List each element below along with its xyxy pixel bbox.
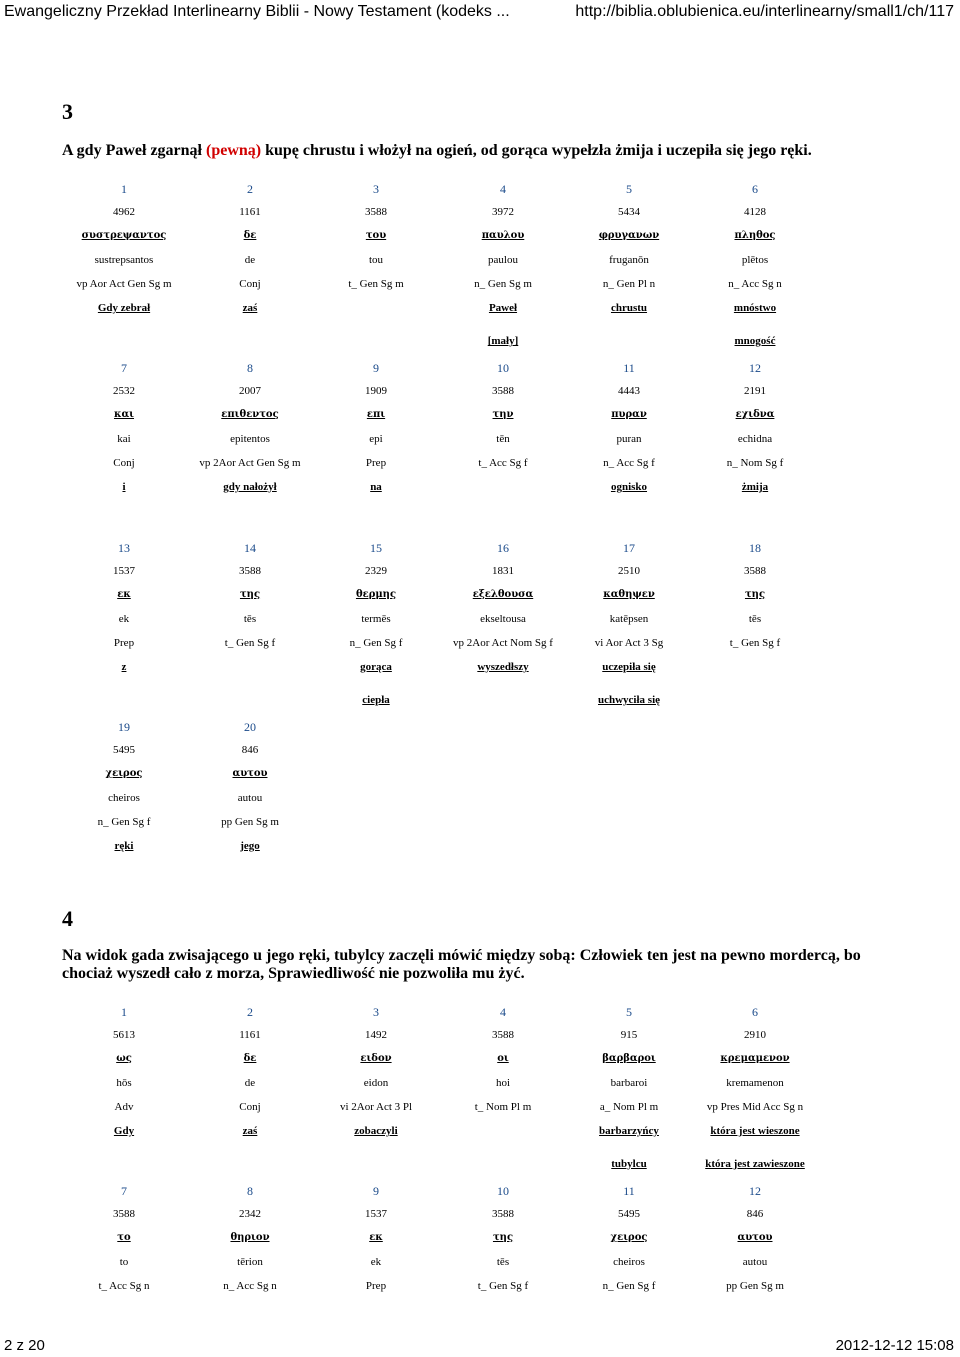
polish-translation[interactable]: żmija bbox=[741, 481, 769, 493]
word-index: 11 bbox=[623, 361, 635, 375]
greek-word[interactable]: παυλου bbox=[481, 230, 525, 241]
transliteration: katēpsen bbox=[609, 613, 649, 625]
transliteration: kai bbox=[117, 433, 131, 445]
strong-number[interactable]: 3588 bbox=[365, 206, 387, 218]
morphology: n_ Gen Sg f bbox=[602, 1280, 656, 1292]
greek-word[interactable]: ειδον bbox=[360, 1053, 392, 1064]
polish-translation[interactable]: zaś bbox=[242, 302, 258, 314]
transliteration: epi bbox=[369, 433, 383, 445]
greek-word[interactable]: της bbox=[492, 1232, 514, 1243]
word-index: 10 bbox=[497, 1184, 509, 1198]
print-header bbox=[0, 0, 960, 24]
verse-text-part: A gdy Paweł zgarnął bbox=[62, 142, 206, 159]
greek-word[interactable]: της bbox=[744, 589, 766, 600]
greek-word[interactable]: θηριον bbox=[230, 1232, 270, 1243]
morphology: pp Gen Sg m bbox=[221, 816, 279, 828]
greek-word[interactable]: χειρος bbox=[105, 768, 143, 779]
word-index: 7 bbox=[121, 1184, 127, 1198]
morphology: t_ Gen Sg f bbox=[477, 1280, 529, 1292]
greek-word[interactable]: συστρεψαντος bbox=[81, 230, 167, 241]
polish-translation[interactable]: jego bbox=[240, 840, 260, 852]
interlinear-row-greek-word bbox=[0, 589, 960, 607]
polish-translation[interactable]: gdy nałożył bbox=[223, 481, 277, 493]
transliteration: echidna bbox=[737, 433, 773, 445]
greek-word[interactable]: κρεμαμενον bbox=[720, 1053, 790, 1064]
strong-number[interactable]: 5495 bbox=[618, 1208, 640, 1220]
strong-number[interactable]: 1161 bbox=[239, 1029, 261, 1041]
polish-translation[interactable]: która jest wieszone bbox=[710, 1125, 800, 1137]
morphology: t_ Gen Sg m bbox=[348, 278, 404, 290]
word-index: 2 bbox=[247, 1005, 253, 1019]
morphology: t_ Acc Sg f bbox=[478, 457, 528, 469]
interlinear-row-strong-number bbox=[0, 744, 960, 762]
polish-translation[interactable]: zaś bbox=[242, 1125, 258, 1137]
word-index: 12 bbox=[749, 1184, 761, 1198]
word-index: 8 bbox=[247, 361, 253, 375]
greek-word[interactable]: εκ bbox=[117, 589, 131, 600]
morphology: Adv bbox=[114, 1101, 134, 1113]
morphology: vp 2Aor Act Gen Sg m bbox=[199, 457, 301, 469]
strong-number[interactable]: 2510 bbox=[618, 565, 640, 577]
transliteration: kremamenon bbox=[726, 1077, 784, 1089]
strong-number[interactable]: 5434 bbox=[618, 206, 640, 218]
interlinear-row-greek-word bbox=[0, 409, 960, 427]
verse-text-inserted: (pewną) bbox=[206, 142, 262, 159]
transliteration: barbaroi bbox=[610, 1077, 648, 1089]
interlinear-row-word-index bbox=[0, 541, 960, 559]
transliteration: cheiros bbox=[613, 1256, 645, 1268]
strong-number[interactable]: 1537 bbox=[113, 565, 135, 577]
word-index: 11 bbox=[623, 1184, 635, 1198]
interlinear-row-morphology bbox=[0, 1101, 960, 1119]
morphology: n_ Acc Sg n bbox=[728, 278, 782, 290]
greek-word[interactable]: θερμης bbox=[355, 589, 397, 600]
interlinear-row-morphology bbox=[0, 278, 960, 296]
interlinear-row-polish-translation bbox=[0, 302, 960, 320]
word-index: 17 bbox=[623, 541, 635, 555]
transliteration: tēs bbox=[243, 613, 257, 625]
morphology: vi 2Aor Act 3 Pl bbox=[339, 1101, 413, 1113]
word-index: 19 bbox=[118, 720, 130, 734]
transliteration: puran bbox=[616, 433, 642, 445]
greek-word[interactable]: δε bbox=[243, 1053, 257, 1064]
morphology: n_ Gen Sg f bbox=[349, 637, 403, 649]
verse-text-part: kupę chrustu i włożył na ogień, od gorąca wypełzła żmija i uczepiła się jego ręki. bbox=[261, 142, 812, 159]
strong-number[interactable]: 4962 bbox=[113, 206, 135, 218]
interlinear-row-morphology bbox=[0, 1280, 960, 1298]
morphology: vp Aor Act Gen Sg m bbox=[76, 278, 172, 290]
transliteration: fruganōn bbox=[609, 254, 649, 266]
interlinear-row-alternative-translation bbox=[0, 694, 960, 712]
greek-word[interactable]: επι bbox=[366, 409, 386, 420]
transliteration: tēn bbox=[496, 433, 510, 445]
word-index: 1 bbox=[121, 182, 127, 196]
page-url[interactable]: http://biblia.oblubienica.eu/interlinearny/small1/ch/117 bbox=[575, 3, 954, 20]
interlinear-row-greek-word bbox=[0, 1232, 960, 1250]
interlinear-row-morphology bbox=[0, 816, 960, 834]
transliteration: tēs bbox=[496, 1256, 510, 1268]
transliteration: hōs bbox=[116, 1077, 132, 1089]
greek-word[interactable]: δε bbox=[243, 230, 257, 241]
strong-number[interactable]: 3588 bbox=[113, 1208, 135, 1220]
greek-word[interactable]: χειρος bbox=[610, 1232, 648, 1243]
greek-word[interactable]: πυραν bbox=[611, 409, 647, 420]
transliteration: cheiros bbox=[108, 792, 140, 804]
greek-word[interactable]: βαρβαροι bbox=[602, 1053, 656, 1064]
morphology: Prep bbox=[365, 457, 387, 469]
morphology: Conj bbox=[113, 457, 135, 469]
polish-translation[interactable]: Paweł bbox=[488, 302, 518, 314]
greek-word[interactable]: εχιδνα bbox=[735, 409, 775, 420]
word-index: 13 bbox=[118, 541, 130, 555]
transliteration: hoi bbox=[495, 1077, 511, 1089]
word-index: 1 bbox=[121, 1005, 127, 1019]
strong-number[interactable]: 2191 bbox=[744, 385, 766, 397]
transliteration: sustrepsantos bbox=[94, 254, 154, 266]
alternative-translation[interactable]: mnogość bbox=[734, 335, 776, 347]
polish-translation[interactable]: gorąca bbox=[360, 661, 392, 673]
word-index: 10 bbox=[497, 361, 509, 375]
interlinear-row-polish-translation bbox=[0, 840, 960, 858]
document-title: Ewangeliczny Przekład Interlinearny Biblii - Nowy Testament (kodeks ... bbox=[4, 3, 510, 20]
strong-number[interactable]: 846 bbox=[746, 1208, 764, 1220]
word-index: 6 bbox=[752, 1005, 758, 1019]
strong-number[interactable]: 2910 bbox=[744, 1029, 766, 1041]
transliteration: paulou bbox=[488, 254, 518, 266]
interlinear-row-polish-translation bbox=[0, 1125, 960, 1143]
interlinear-row-strong-number bbox=[0, 565, 960, 583]
morphology: Prep bbox=[365, 1280, 387, 1292]
polish-translation[interactable]: zobaczyli bbox=[354, 1125, 398, 1137]
print-footer bbox=[0, 1333, 960, 1357]
transliteration: ek bbox=[118, 613, 130, 625]
greek-word[interactable]: της bbox=[239, 589, 261, 600]
morphology: Prep bbox=[113, 637, 135, 649]
word-index: 14 bbox=[244, 541, 256, 555]
interlinear-row-alternative-translation bbox=[0, 335, 960, 353]
greek-word[interactable]: και bbox=[113, 409, 135, 420]
word-index: 5 bbox=[626, 182, 632, 196]
greek-word[interactable]: αυτου bbox=[737, 1232, 773, 1243]
greek-word[interactable]: ως bbox=[116, 1053, 132, 1064]
word-index: 18 bbox=[749, 541, 761, 555]
verse-text bbox=[62, 142, 902, 160]
verse-number: 4 bbox=[62, 906, 73, 931]
interlinear-row-polish-translation bbox=[0, 661, 960, 679]
greek-word[interactable]: επιθεντος bbox=[221, 409, 279, 420]
strong-number[interactable]: 3588 bbox=[492, 1029, 514, 1041]
polish-translation[interactable]: mnóstwo bbox=[733, 302, 777, 314]
polish-translation[interactable]: wyszedłszy bbox=[477, 661, 529, 673]
morphology: vp Pres Mid Acc Sg n bbox=[706, 1101, 804, 1113]
transliteration: ekseltousa bbox=[480, 613, 526, 625]
strong-number[interactable]: 846 bbox=[241, 744, 259, 756]
interlinear-row-alternative-translation bbox=[0, 1158, 960, 1176]
word-index: 3 bbox=[373, 182, 379, 196]
greek-word[interactable]: αυτου bbox=[232, 768, 268, 779]
strong-number[interactable]: 915 bbox=[620, 1029, 638, 1041]
alternative-translation[interactable]: [mały] bbox=[487, 335, 519, 347]
word-index: 3 bbox=[373, 1005, 379, 1019]
interlinear-row-strong-number bbox=[0, 1208, 960, 1226]
strong-number[interactable]: 2007 bbox=[239, 385, 261, 397]
print-datetime: 2012-12-12 15:08 bbox=[835, 1337, 954, 1354]
alternative-translation[interactable]: tubylcu bbox=[611, 1158, 647, 1170]
morphology: n_ Nom Sg f bbox=[726, 457, 784, 469]
strong-number[interactable]: 2532 bbox=[113, 385, 135, 397]
morphology: n_ Gen Sg f bbox=[97, 816, 151, 828]
polish-translation[interactable]: chrustu bbox=[610, 302, 648, 314]
morphology: a_ Nom Pl m bbox=[599, 1101, 659, 1113]
polish-translation[interactable]: na bbox=[370, 481, 382, 493]
strong-number[interactable]: 3588 bbox=[744, 565, 766, 577]
interlinear-row-morphology bbox=[0, 637, 960, 655]
interlinear-row-strong-number bbox=[0, 1029, 960, 1047]
morphology: vp 2Aor Act Nom Sg f bbox=[453, 637, 553, 649]
morphology: n_ Acc Sg n bbox=[223, 1280, 277, 1292]
interlinear-row-morphology bbox=[0, 457, 960, 475]
word-index: 16 bbox=[497, 541, 509, 555]
morphology: n_ Gen Sg m bbox=[474, 278, 532, 290]
word-index: 5 bbox=[626, 1005, 632, 1019]
strong-number[interactable]: 3588 bbox=[239, 565, 261, 577]
greek-word[interactable]: την bbox=[492, 409, 514, 420]
interlinear-row-polish-translation bbox=[0, 481, 960, 499]
strong-number[interactable]: 2342 bbox=[239, 1208, 261, 1220]
strong-number[interactable]: 3972 bbox=[492, 206, 514, 218]
greek-word[interactable]: το bbox=[117, 1232, 131, 1243]
strong-number[interactable]: 1492 bbox=[365, 1029, 387, 1041]
interlinear-row-greek-word bbox=[0, 1053, 960, 1071]
interlinear-row-transliteration bbox=[0, 433, 960, 451]
interlinear-row-word-index bbox=[0, 1005, 960, 1023]
polish-translation[interactable]: ognisko bbox=[610, 481, 648, 493]
greek-word[interactable]: καθηψεν bbox=[603, 589, 655, 600]
strong-number[interactable]: 3588 bbox=[492, 1208, 514, 1220]
word-index: 6 bbox=[752, 182, 758, 196]
interlinear-row-strong-number bbox=[0, 206, 960, 224]
strong-number[interactable]: 5495 bbox=[113, 744, 135, 756]
morphology: t_ Nom Pl m bbox=[474, 1101, 532, 1113]
interlinear-row-word-index bbox=[0, 720, 960, 738]
morphology: vi Aor Act 3 Sg bbox=[594, 637, 664, 649]
verse-number: 3 bbox=[62, 99, 73, 124]
strong-number[interactable]: 5613 bbox=[113, 1029, 135, 1041]
word-index: 9 bbox=[373, 361, 379, 375]
interlinear-row-transliteration bbox=[0, 1077, 960, 1095]
transliteration: ek bbox=[370, 1256, 382, 1268]
greek-word[interactable]: πληθος bbox=[734, 230, 776, 241]
transliteration: autou bbox=[237, 792, 263, 804]
transliteration: tou bbox=[368, 254, 384, 266]
greek-word[interactable]: εξελθουσα bbox=[472, 589, 534, 600]
interlinear-row-word-index bbox=[0, 1184, 960, 1202]
strong-number[interactable]: 1831 bbox=[492, 565, 514, 577]
morphology: n_ Acc Sg f bbox=[603, 457, 655, 469]
polish-translation[interactable]: ręki bbox=[114, 840, 134, 852]
polish-translation[interactable]: i bbox=[122, 481, 126, 493]
verse-text: Na widok gada zwisającego u jego ręki, tubylcy zaczęli mówić między sobą: Człowiek ten jest na pewno mordercą, bo chociaż wyszedł cało z morza, Sprawiedliwość nie pozwoliła mu żyć. bbox=[62, 947, 861, 982]
transliteration: epitentos bbox=[230, 433, 270, 445]
transliteration: autou bbox=[742, 1256, 768, 1268]
morphology: n_ Gen Pl n bbox=[602, 278, 656, 290]
word-index: 2 bbox=[247, 182, 253, 196]
word-index: 4 bbox=[500, 1005, 506, 1019]
alternative-translation[interactable]: ciepła bbox=[362, 694, 390, 706]
greek-word[interactable]: του bbox=[365, 230, 387, 241]
strong-number[interactable]: 3588 bbox=[492, 385, 514, 397]
morphology: t_ Gen Sg f bbox=[729, 637, 781, 649]
word-index: 20 bbox=[244, 720, 256, 734]
morphology: pp Gen Sg m bbox=[726, 1280, 784, 1292]
word-index: 12 bbox=[749, 361, 761, 375]
morphology: t_ Gen Sg f bbox=[224, 637, 276, 649]
polish-translation[interactable]: uczepiła się bbox=[602, 661, 656, 673]
interlinear-row-transliteration bbox=[0, 254, 960, 272]
page-counter: 2 z 20 bbox=[4, 1337, 45, 1354]
transliteration: tēs bbox=[748, 613, 762, 625]
polish-translation[interactable]: Gdy bbox=[113, 1125, 135, 1137]
word-index: 8 bbox=[247, 1184, 253, 1198]
transliteration: to bbox=[119, 1256, 129, 1268]
morphology: t_ Acc Sg n bbox=[98, 1280, 150, 1292]
interlinear-row-transliteration bbox=[0, 613, 960, 631]
greek-word[interactable]: φρυγανων bbox=[598, 230, 660, 241]
morphology: Conj bbox=[239, 278, 261, 290]
transliteration: de bbox=[244, 254, 256, 266]
strong-number[interactable]: 1909 bbox=[365, 385, 387, 397]
word-index: 4 bbox=[500, 182, 506, 196]
alternative-translation[interactable]: uchwyciła się bbox=[597, 694, 661, 706]
strong-number[interactable]: 4443 bbox=[618, 385, 640, 397]
strong-number[interactable]: 1537 bbox=[365, 1208, 387, 1220]
transliteration: de bbox=[244, 1077, 256, 1089]
transliteration: plētos bbox=[741, 254, 769, 266]
interlinear-row-greek-word bbox=[0, 230, 960, 248]
strong-number[interactable]: 2329 bbox=[365, 565, 387, 577]
word-index: 9 bbox=[373, 1184, 379, 1198]
polish-translation[interactable]: Gdy zebrał bbox=[97, 302, 151, 314]
interlinear-row-word-index bbox=[0, 361, 960, 379]
transliteration: termēs bbox=[361, 613, 391, 625]
interlinear-row-word-index bbox=[0, 182, 960, 200]
interlinear-row-transliteration bbox=[0, 1256, 960, 1274]
alternative-translation[interactable]: która jest zawieszone bbox=[705, 1158, 805, 1170]
morphology: Conj bbox=[239, 1101, 261, 1113]
greek-word[interactable]: εκ bbox=[369, 1232, 383, 1243]
polish-translation[interactable]: z bbox=[121, 661, 127, 673]
strong-number[interactable]: 1161 bbox=[239, 206, 261, 218]
strong-number[interactable]: 4128 bbox=[744, 206, 766, 218]
interlinear-row-transliteration bbox=[0, 792, 960, 810]
word-index: 15 bbox=[370, 541, 382, 555]
interlinear-row-greek-word bbox=[0, 768, 960, 786]
interlinear-row-strong-number bbox=[0, 385, 960, 403]
polish-translation[interactable]: barbarzyńcy bbox=[599, 1125, 659, 1137]
word-index: 7 bbox=[121, 361, 127, 375]
transliteration: eidon bbox=[363, 1077, 389, 1089]
greek-word[interactable]: οι bbox=[497, 1053, 509, 1064]
transliteration: tērion bbox=[237, 1256, 263, 1268]
